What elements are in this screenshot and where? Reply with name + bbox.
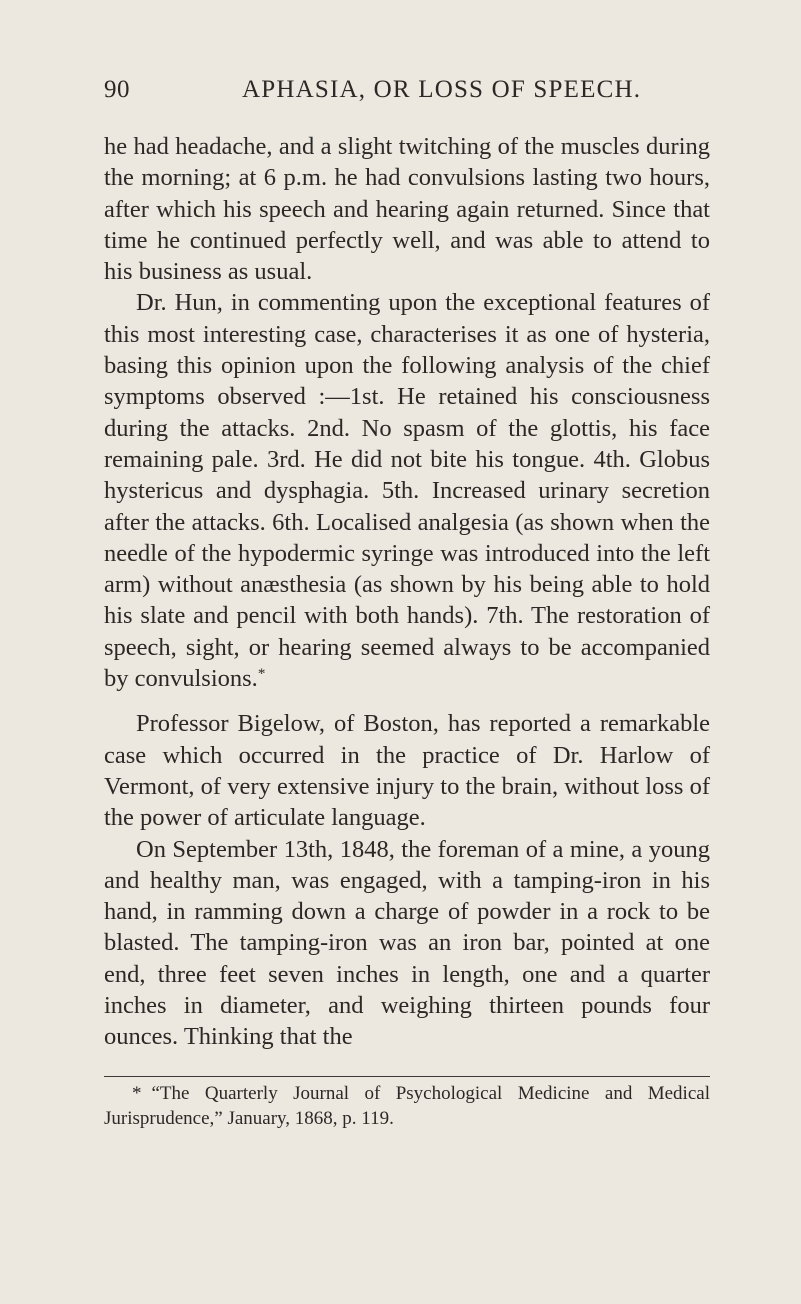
footnote-reference: * [257,666,266,683]
paragraph-continued: he had headache, and a slight twitching of the muscles during the morning; at 6 p.m. he had convulsions lasting two hours, after which his speech and hearing again returned. Since that time he continued perfectly well, and was able to attend to his business as usual. [104,133,710,286]
paragraph-hun-analysis-text: Dr. Hun, in commenting upon the exceptional features of this most interesting case, characterises it as one of hysteria, basing this opinion upon the following analysis of the chief symptoms observed :—1st. He retained his consciousness during the attacks. 2nd. No spasm of the glottis, his face remaining pale. 3rd. He did not bite his tongue. 4th. Globus hystericus and dysphagia. 5th. Increased urinary secretion after the attacks. 6th. Localised analgesia (as shown when the needle of the hypodermic syringe was introduced into the left arm) without anæsthesia (as shown by his being able to hold his slate and pencil with both hands). 7th. The restoration of speech, sight, or hearing seemed always to be accompanied by convulsions. [104,289,710,693]
page-number: 90 [104,76,130,103]
body-text [104,131,710,1053]
paragraph-tamping-iron: On September 13th, 1848, the foreman of a mine, a young and healthy man, was engaged, with a tamping-iron in his hand, in ramming down a charge of powder in a rock to be blasted. The tamping-iron was an iron bar, pointed at one end, three feet seven inches in length, one and a quarter inches in diameter, and weighing thirteen pounds four ounces. Thinking that the [104,835,710,1051]
running-title: APHASIA, OR LOSS OF SPEECH. [242,76,642,103]
footnote-marker: * [132,1083,142,1104]
footnote-divider [104,1076,710,1077]
running-head [104,76,714,116]
paragraph-hun-analysis [104,287,710,694]
footnote [104,1082,710,1131]
paragraph-bigelow: Professor Bigelow, of Boston, has reported a remarkable case which occurred in the practice of Dr. Harlow of Vermont, of very extensive injury to the brain, without loss of the power of articulate language. [104,710,710,832]
footnote-text: “The Quarterly Journal of Psychological Medicine and Medical Jurisprudence,” January, 1868, p. 119. [104,1083,710,1129]
